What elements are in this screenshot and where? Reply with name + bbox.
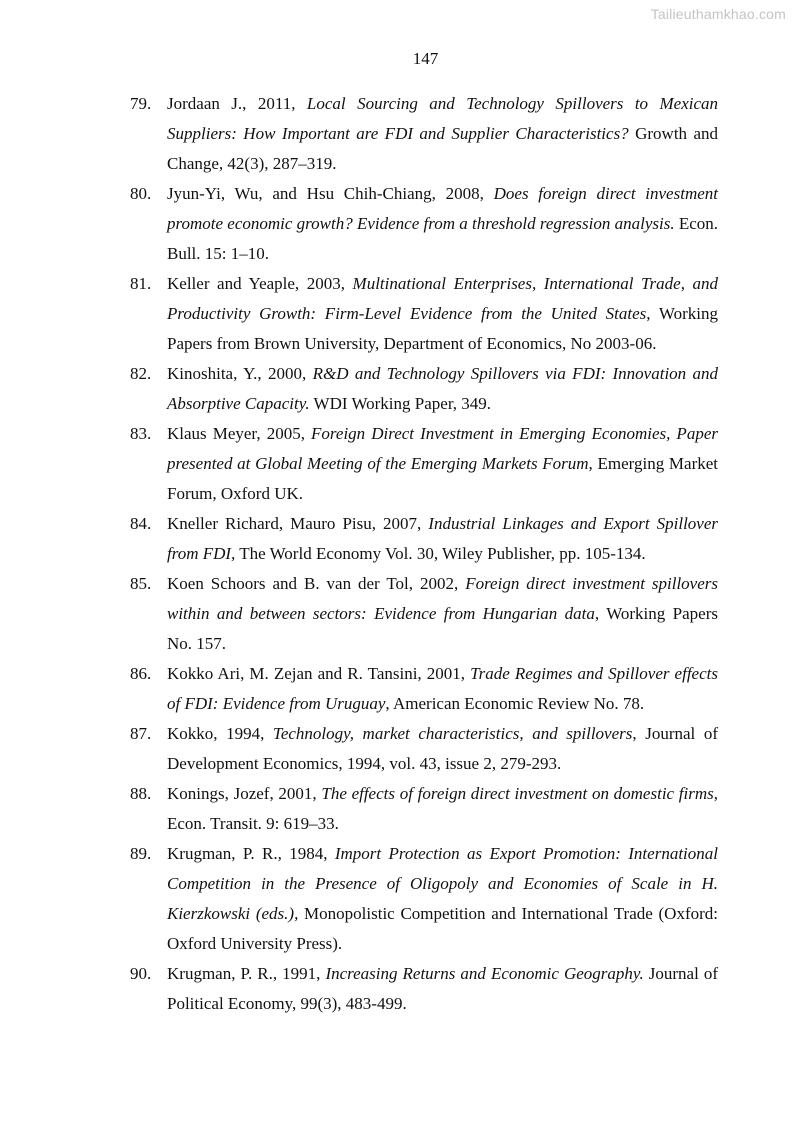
reference-item [130,269,718,359]
reference-text [167,724,718,773]
reference-source: Growth and Change, 42(3), 287–319. [167,124,718,173]
reference-title: Local Sourcing and Technology Spillovers to Mexican Suppliers: How Important are FDI and Supplier Characteristics? [167,94,719,143]
reference-text [167,574,718,653]
reference-authors: Jordaan J., 2011, [167,94,307,113]
reference-text [167,784,718,833]
reference-item [130,839,718,959]
reference-text [167,184,718,263]
reference-item [130,779,718,839]
reference-title: Foreign direct investment spillovers within and between sectors: Evidence from Hungarian data [167,574,718,623]
reference-text [167,964,718,1013]
reference-item [130,569,718,659]
reference-title: The effects of foreign direct investment on domestic firms [321,784,714,803]
reference-authors: Kokko, 1994, [167,724,273,743]
reference-source: Monopolistic Competition and International Trade (Oxford: Oxford University Press). [167,904,719,953]
reference-title: Multinational Enterprises, International Trade, and Productivity Growth: Firm-Level Evidence from the United States [167,274,719,323]
reference-list [130,89,718,1019]
watermark: Tailieuthamkhao.com [650,6,786,22]
reference-number: 84. [130,514,152,533]
reference-source: , Working Papers No. 157. [167,604,718,653]
reference-text [167,664,718,713]
reference-number: 88. [130,784,152,803]
reference-title: Increasing Returns and Economic Geography. [325,964,644,983]
reference-source: The World Economy Vol. 30, Wiley Publisher, pp. 105-134. [235,544,646,563]
reference-item [130,959,718,1019]
reference-title: R&D and Technology Spillovers via FDI: Innovation and Absorptive Capacity. [167,364,719,413]
reference-number: 90. [130,964,152,983]
reference-source: , Working Papers from Brown University, Department of Economics, No 2003-06. [167,304,719,353]
reference-text [167,424,718,503]
reference-title: Foreign Direct Investment in Emerging Economies, Paper presented at Global Meeting of the Emerging Markets Forum, [167,424,718,473]
reference-authors: Krugman, P. R., 1984, [167,844,335,863]
reference-title: Technology, market characteristics, and spillovers [272,724,633,743]
reference-number: 87. [130,724,152,743]
reference-source: , American Economic Review No. 78. [385,694,645,713]
reference-item [130,659,718,719]
reference-item [130,179,718,269]
reference-number: 79. [130,94,152,113]
reference-authors: Krugman, P. R., 1991, [167,964,326,983]
reference-text [167,844,718,953]
reference-number: 81. [130,274,152,293]
reference-text [167,274,718,353]
reference-authors: Kneller Richard, Mauro Pisu, 2007, [167,514,429,533]
reference-number: 80. [130,184,152,203]
reference-authors: Keller and Yeaple, 2003, [167,274,353,293]
reference-authors: Kinoshita, Y., 2000, [167,364,313,383]
reference-authors: Klaus Meyer, 2005, [167,424,312,443]
reference-item [130,419,718,509]
reference-source: Emerging Market Forum, Oxford UK. [167,454,719,503]
reference-number: 86. [130,664,152,683]
reference-title: Import Protection as Export Promotion: International Competition in the Presence of Oligopoly and Economies of Scale in H. Kierzkowski (eds.), [167,844,718,923]
reference-item [130,719,718,779]
reference-authors: Kokko Ari, M. Zejan and R. Tansini, 2001, [167,664,471,683]
reference-text [167,364,718,413]
reference-source: , Econ. Transit. 9: 619–33. [167,784,718,833]
reference-title: Does foreign direct investment promote economic growth? Evidence from a threshold regression analysis. [167,184,718,233]
reference-number: 82. [130,364,152,383]
reference-source: Econ. Bull. 15: 1–10. [167,214,719,263]
reference-text [167,514,718,563]
reference-source: , Journal of Development Economics, 1994, vol. 43, issue 2, 279-293. [167,724,718,773]
reference-item [130,359,718,419]
reference-number: 83. [130,424,152,443]
reference-number: 89. [130,844,152,863]
reference-authors: Jyun-Yi, Wu, and Hsu Chih-Chiang, 2008, [167,184,494,203]
reference-title: Trade Regimes and Spillover effects of FDI: Evidence from Uruguay [167,664,718,713]
reference-authors: Konings, Jozef, 2001, [167,784,322,803]
page-number: 147 [412,49,439,68]
reference-text [167,94,718,173]
reference-source: WDI Working Paper, 349. [309,394,492,413]
reference-authors: Koen Schoors and B. van der Tol, 2002, [167,574,466,593]
reference-number: 85. [130,574,152,593]
reference-item [130,509,718,569]
reference-title: Industrial Linkages and Export Spillover from FDI, [167,514,718,563]
reference-source: Journal of Political Economy, 99(3), 483-499. [167,964,718,1013]
reference-item [130,89,718,179]
